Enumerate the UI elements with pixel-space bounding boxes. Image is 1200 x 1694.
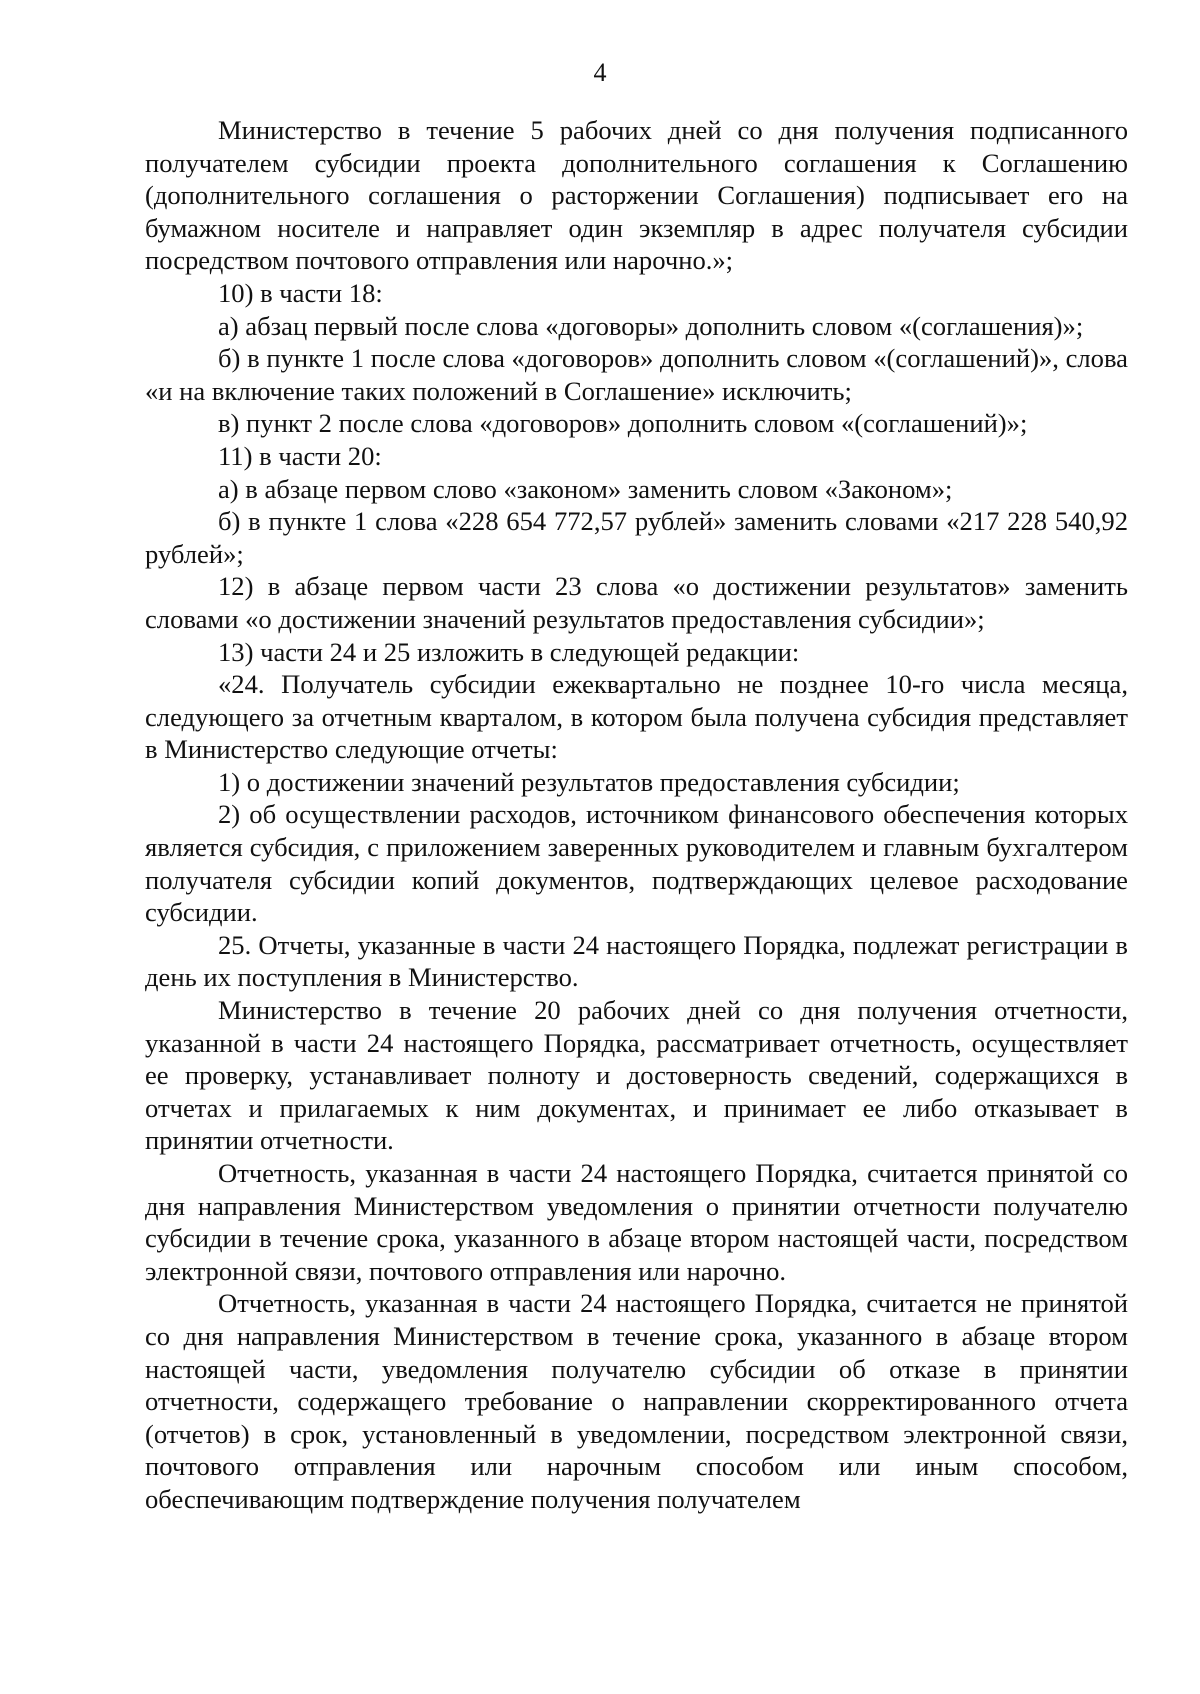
paragraph-report-2: 2) об осуществлении расходов, источником финансового обеспечения которых является субсидия, с приложением заверенных руководителем и главным бухгалтером получателя субсидии копий документов, подтверждающих целевое расходование субсидии. <box>145 799 1128 928</box>
document-body <box>145 114 1128 1516</box>
paragraph-item-10a: а) абзац первый после слова «договоры» дополнить словом «(соглашения)»; <box>218 310 1084 341</box>
paragraph-review-period: Министерство в течение 20 рабочих дней со дня получения отчетности, указанной в части 24 настоящего Порядка, рассматривает отчетность, осуществляет ее проверку, устанавливает полноту и достоверность сведений, содержащихся в отчетах и прилагаемых к ним документах, и принимает ее либо отказывает в принятии отчетности. <box>145 995 1128 1156</box>
paragraph-report-1: 1) о достижении значений результатов предоставления субсидии; <box>218 766 960 797</box>
paragraph-item-10v: в) пункт 2 после слова «договоров» дополнить словом «(соглашений)»; <box>218 408 1028 439</box>
paragraph-not-accepted: Отчетность, указанная в части 24 настоящего Порядка, считается не принятой со дня направления Министерством в течение срока, указанного в абзаце втором настоящей части, уведомления получателю субсидии об отказе в принятии отчетности, содержащего требование о направлении скорректированного отчета (отчетов) в срок, установленный в уведомлении, посредством электронной связи, почтового отправления или нарочным способом или иным способом, обеспечивающим подтверждение получения получателем <box>145 1288 1128 1514</box>
paragraph-part-25: 25. Отчеты, указанные в части 24 настоящего Порядка, подлежат регистрации в день их поступления в Министерство. <box>145 929 1128 993</box>
paragraph-part-24: «24. Получатель субсидии ежеквартально не позднее 10-го числа месяца, следующего за отчетным кварталом, в котором была получена субсидия представляет в Министерство следующие отчеты: <box>145 669 1128 765</box>
paragraph-item-10b: б) в пункте 1 после слова «договоров» дополнить словом «(соглашений)», слова «и на включение таких положений в Соглашение» исключить; <box>145 343 1128 406</box>
paragraph-accepted: Отчетность, указанная в части 24 настоящего Порядка, считается принятой со дня направления Министерством уведомления о принятии отчетности получателю субсидии в течение срока, указанного в абзаце втором настоящей части, посредством электронной связи, почтового отправления или нарочно. <box>145 1158 1128 1286</box>
paragraph-item-11a: а) в абзаце первом слово «законом» заменить словом «Законом»; <box>218 473 953 504</box>
paragraph-ministry-signing: Министерство в течение 5 рабочих дней со дня получения подписанного получателем субсидии проекта дополнительного соглашения к Соглашению (дополнительного соглашения о расторжении Соглашения) подписывает его на бумажном носителе и направляет один экземпляр в адрес получателя субсидии посредством почтового отправления или нарочно.»; <box>145 115 1128 276</box>
paragraph-item-11: 11) в части 20: <box>218 440 382 471</box>
paragraph-item-13: 13) части 24 и 25 изложить в следующей редакции: <box>218 636 800 667</box>
paragraph-item-12: 12) в абзаце первом части 23 слова «о достижении результатов» заменить словами «о достижении значений результатов предоставления субсидии»; <box>145 571 1128 634</box>
paragraph-item-11b: б) в пункте 1 слова «228 654 772,57 рублей» заменить словами «217 228 540,92 рублей»; <box>145 506 1128 569</box>
paragraph-item-10: 10) в части 18: <box>218 277 383 308</box>
page-number: 4 <box>593 58 607 87</box>
